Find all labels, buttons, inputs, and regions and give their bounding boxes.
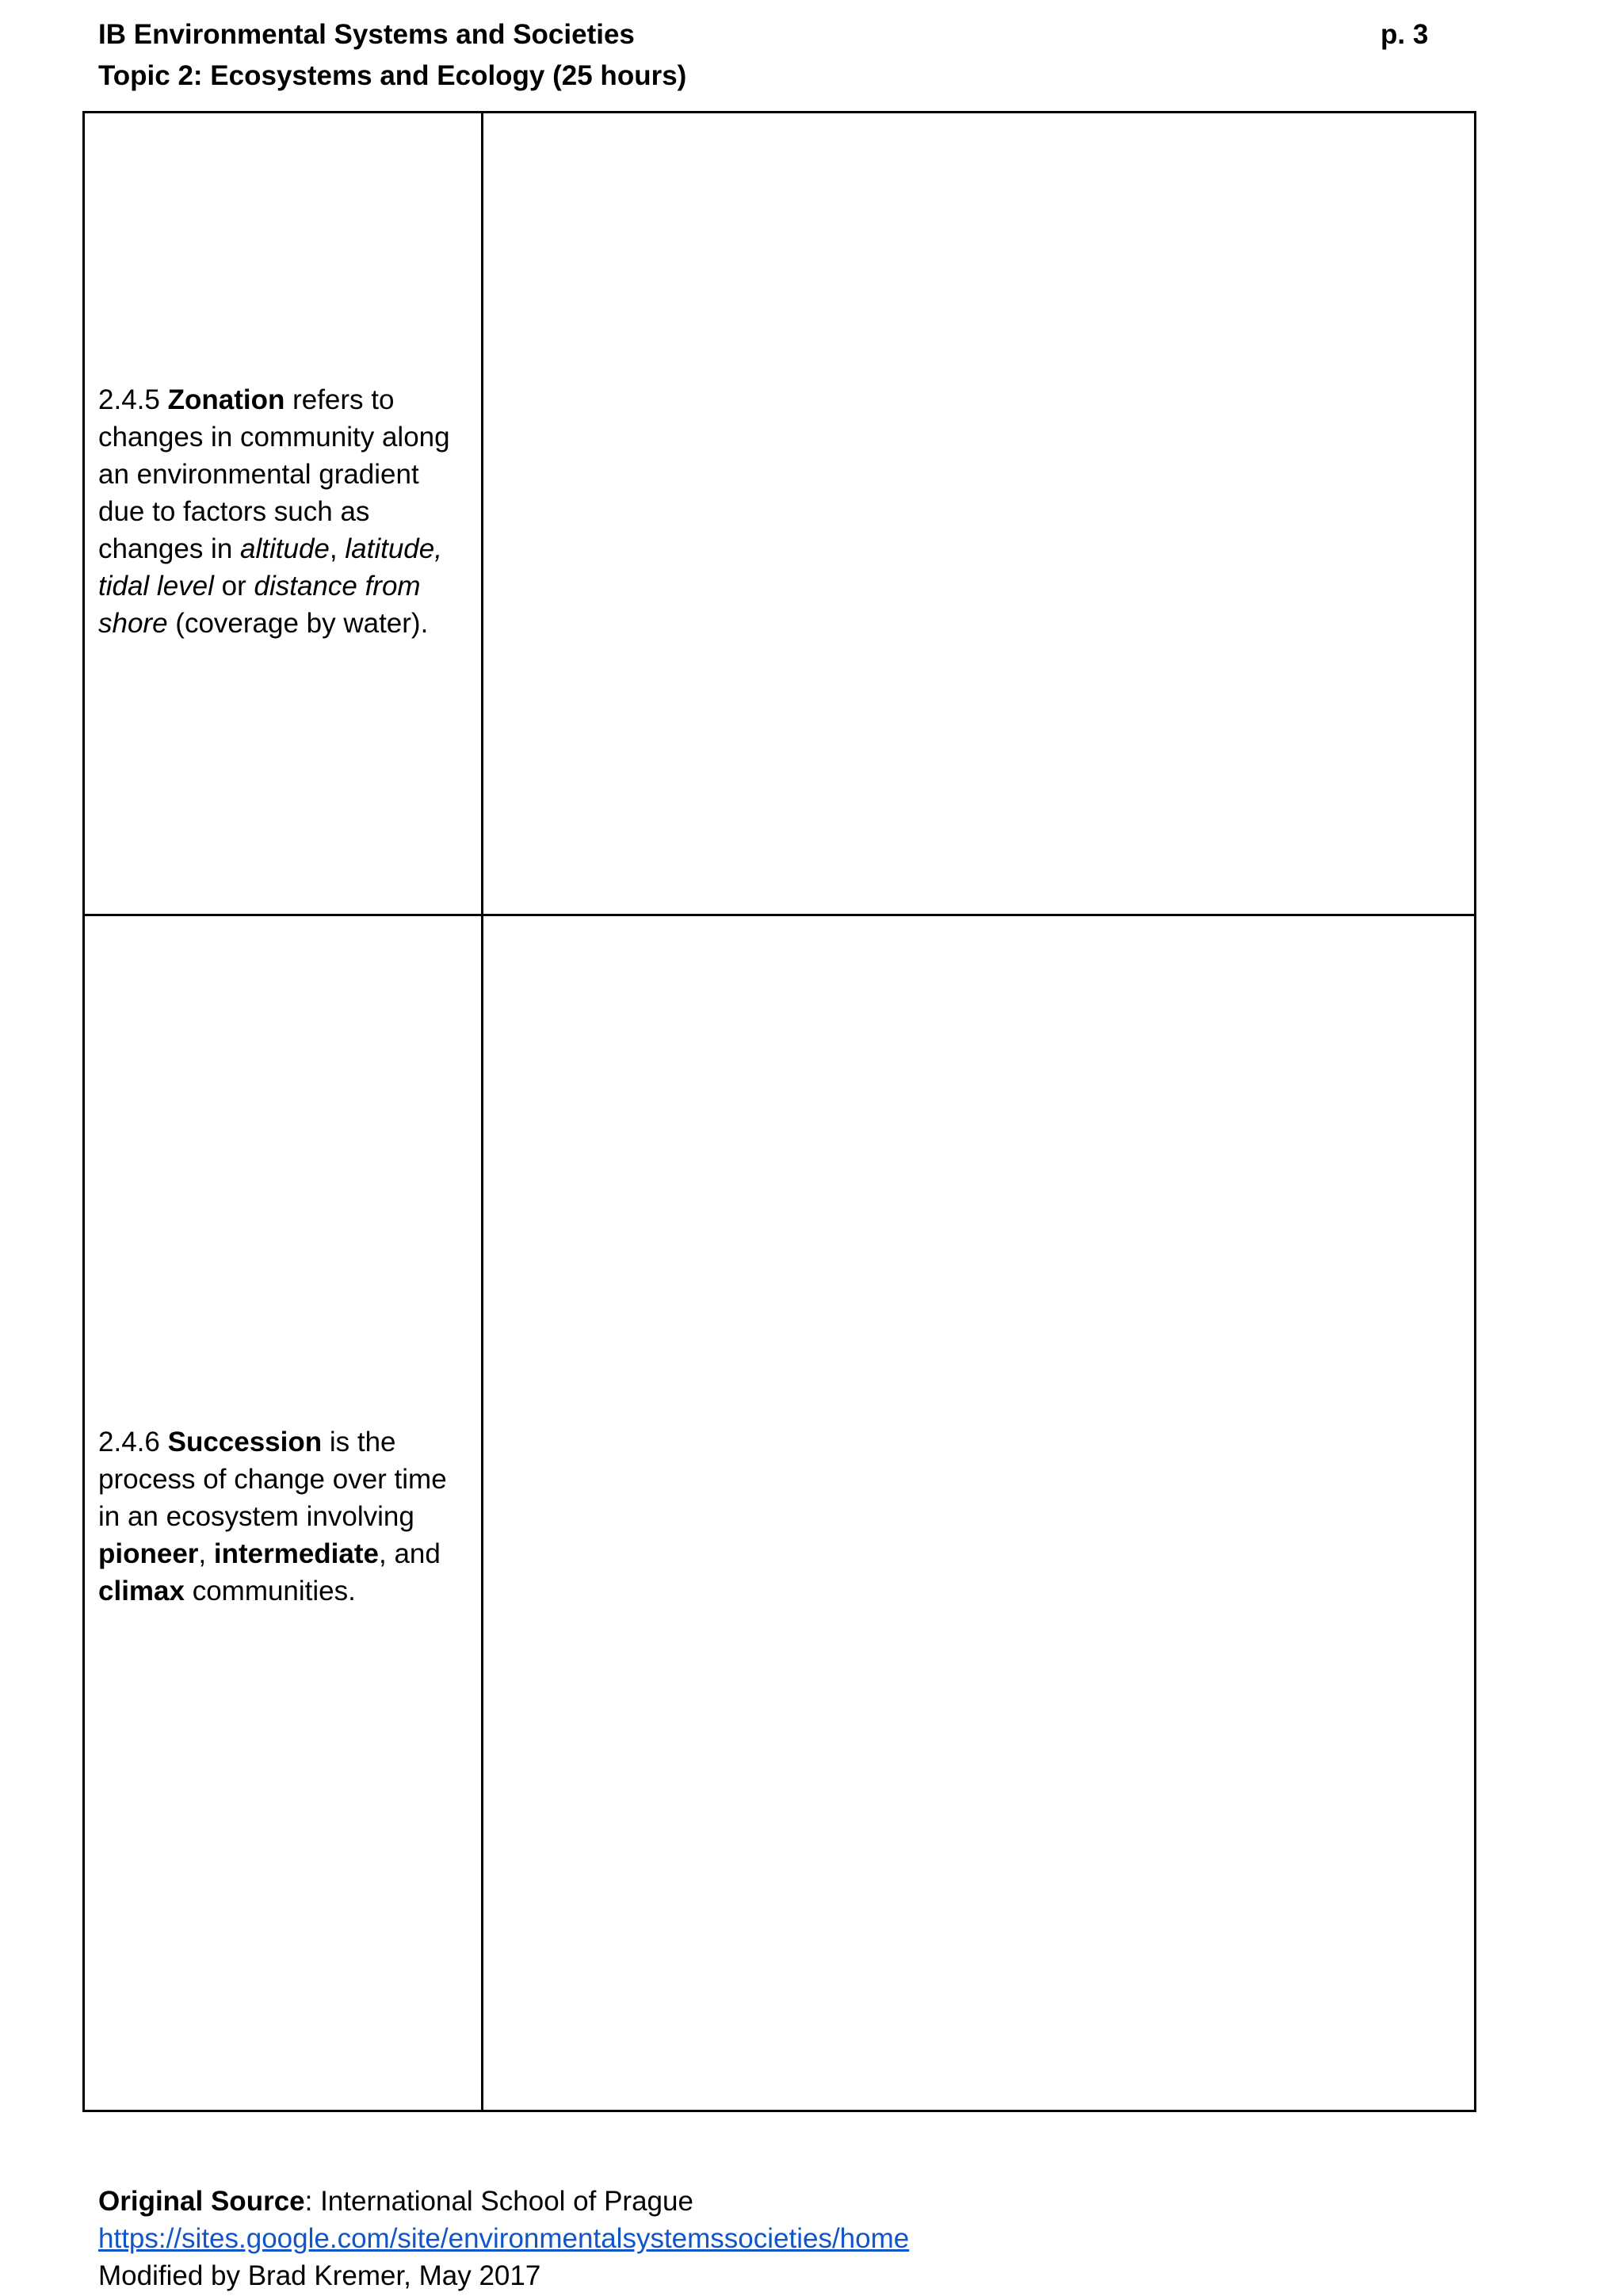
modified-by: Modified by Brad Kremer, May 2017 <box>98 2260 541 2291</box>
footer <box>98 2183 909 2294</box>
source-link[interactable]: https://sites.google.com/site/environmentalsystemssocieties/home <box>98 2223 910 2254</box>
page-number: p. 3 <box>1381 19 1429 50</box>
zonation-number: 2.4.5 <box>98 384 160 415</box>
course-title: IB Environmental Systems and Societies <box>98 19 635 50</box>
source-label: Original Source <box>98 2186 305 2217</box>
source-text: : International School of Prague <box>304 2186 693 2217</box>
source-line <box>98 2183 909 2220</box>
zonation-definition: 2.4.5 Zonation refers to changes in community along an environmental gradient due to factors such as changes in altitude, latitude, tidal level or distance from shore (coverage by water). <box>98 384 450 639</box>
page-header <box>98 14 1430 97</box>
succession-notes-area[interactable] <box>483 916 1474 2110</box>
zonation-term: Zonation <box>167 384 285 415</box>
zonation-notes-area[interactable] <box>483 113 1474 914</box>
succession-number: 2.4.6 <box>98 1427 160 1457</box>
succession-definition: 2.4.6 Succession is the process of change over time in an ecosystem involving pioneer, intermediate, and climax communities. <box>98 1427 447 1606</box>
worksheet-table <box>82 111 1476 2112</box>
succession-term: Succession <box>167 1427 323 1457</box>
topic-title: Topic 2: Ecosystems and Ecology (25 hours) <box>98 60 687 91</box>
